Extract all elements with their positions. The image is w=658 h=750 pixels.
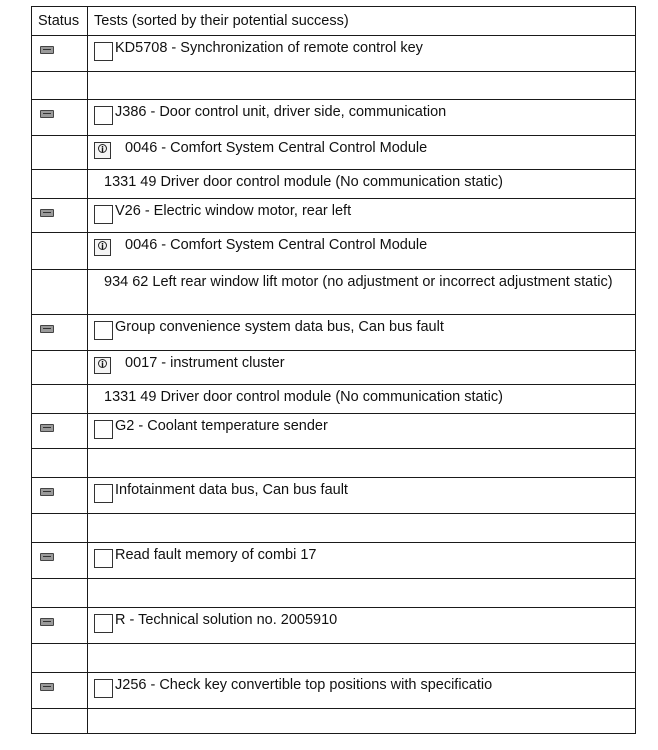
test-cell	[88, 100, 636, 136]
status-cell	[32, 608, 88, 644]
test-checkbox[interactable]	[94, 321, 113, 340]
fault-code-text: 1331 49 Driver door control module (No communication static)	[104, 389, 503, 405]
control-module-label: 0017 - instrument cluster	[125, 355, 285, 371]
status-cell	[32, 709, 88, 734]
test-checkbox[interactable]	[94, 484, 113, 503]
status-cell	[32, 170, 88, 199]
table-row	[32, 100, 636, 136]
table-row	[32, 170, 636, 199]
status-cell	[32, 233, 88, 270]
fault-indicator-icon	[40, 618, 54, 626]
fault-indicator-icon	[40, 110, 54, 118]
test-cell	[88, 478, 636, 514]
fault-indicator-icon	[40, 683, 54, 691]
fault-code-text: 934 62 Left rear window lift motor (no adjustment or incorrect adjustment static)	[104, 274, 613, 290]
table-row	[32, 449, 636, 478]
status-cell	[32, 136, 88, 170]
status-column-header: Status	[32, 7, 88, 36]
test-label: Group convenience system data bus, Can bus fault	[115, 319, 444, 335]
test-item	[88, 478, 635, 503]
fault-indicator-icon	[40, 424, 54, 432]
fault-indicator-icon	[40, 46, 54, 54]
status-cell	[32, 514, 88, 543]
test-cell	[88, 514, 636, 543]
test-label: V26 - Electric window motor, rear left	[115, 203, 352, 219]
status-cell	[32, 36, 88, 72]
test-item	[88, 414, 635, 439]
table-row	[32, 199, 636, 233]
status-cell	[32, 579, 88, 608]
table-row	[32, 136, 636, 170]
status-cell	[32, 199, 88, 233]
table-row	[32, 414, 636, 449]
control-module-label: 0046 - Comfort System Central Control Module	[125, 140, 428, 156]
test-cell	[88, 315, 636, 351]
control-module-item	[88, 136, 635, 159]
test-cell	[88, 233, 636, 270]
table-row	[32, 72, 636, 100]
table-row	[32, 315, 636, 351]
test-cell	[88, 673, 636, 709]
table-row	[32, 36, 636, 72]
table-row	[32, 644, 636, 673]
test-cell	[88, 644, 636, 673]
table-row	[32, 579, 636, 608]
test-cell	[88, 449, 636, 478]
test-item	[88, 608, 635, 633]
test-cell	[88, 709, 636, 734]
info-icon[interactable]	[94, 357, 111, 374]
test-checkbox[interactable]	[94, 205, 113, 224]
test-cell	[88, 170, 636, 199]
test-checkbox[interactable]	[94, 679, 113, 698]
test-cell	[88, 270, 636, 315]
test-item	[88, 100, 635, 125]
test-checkbox[interactable]	[94, 106, 113, 125]
table-row	[32, 514, 636, 543]
test-cell	[88, 72, 636, 100]
test-label: Infotainment data bus, Can bus fault	[115, 482, 348, 498]
test-cell	[88, 136, 636, 170]
status-cell	[32, 315, 88, 351]
test-plan-table	[31, 6, 636, 734]
table-row	[32, 385, 636, 414]
test-cell	[88, 351, 636, 385]
test-label: Read fault memory of combi 17	[115, 547, 317, 563]
status-cell	[32, 414, 88, 449]
fault-code-text: 1331 49 Driver door control module (No communication static)	[104, 174, 503, 190]
table-row	[32, 543, 636, 579]
table-row	[32, 270, 636, 315]
test-item	[88, 543, 635, 568]
status-cell	[32, 100, 88, 136]
test-checkbox[interactable]	[94, 549, 113, 568]
table-row	[32, 608, 636, 644]
test-cell	[88, 385, 636, 414]
test-label: G2 - Coolant temperature sender	[115, 418, 328, 434]
test-cell	[88, 579, 636, 608]
test-item	[88, 673, 635, 698]
test-item	[88, 199, 635, 224]
test-label: J386 - Door control unit, driver side, communication	[115, 104, 447, 120]
test-item	[88, 315, 635, 340]
test-cell	[88, 414, 636, 449]
control-module-item	[88, 351, 635, 374]
test-checkbox[interactable]	[94, 42, 113, 61]
status-cell	[32, 351, 88, 385]
test-cell	[88, 36, 636, 72]
status-cell	[32, 478, 88, 514]
fault-indicator-icon	[40, 488, 54, 496]
control-module-item	[88, 233, 635, 256]
status-cell	[32, 449, 88, 478]
table-row	[32, 478, 636, 514]
table-row	[32, 673, 636, 709]
test-cell	[88, 199, 636, 233]
status-cell	[32, 72, 88, 100]
status-cell	[32, 673, 88, 709]
test-label: J256 - Check key convertible top positions with specificatio	[115, 677, 493, 693]
table-row	[32, 351, 636, 385]
status-cell	[32, 543, 88, 579]
status-cell	[32, 644, 88, 673]
test-cell	[88, 543, 636, 579]
table-row	[32, 233, 636, 270]
info-icon[interactable]	[94, 239, 111, 256]
test-item	[88, 36, 635, 61]
test-cell	[88, 608, 636, 644]
fault-indicator-icon	[40, 553, 54, 561]
table-header-row	[32, 7, 636, 36]
fault-indicator-icon	[40, 209, 54, 217]
info-icon[interactable]	[94, 142, 111, 159]
test-checkbox[interactable]	[94, 420, 113, 439]
tests-column-header: Tests (sorted by their potential success)	[88, 7, 636, 36]
table-row	[32, 709, 636, 734]
status-cell	[32, 270, 88, 315]
test-label: KD5708 - Synchronization of remote control key	[115, 40, 423, 56]
fault-indicator-icon	[40, 325, 54, 333]
status-cell	[32, 385, 88, 414]
test-label: R - Technical solution no. 2005910	[115, 612, 338, 628]
control-module-label: 0046 - Comfort System Central Control Module	[125, 237, 428, 253]
test-checkbox[interactable]	[94, 614, 113, 633]
